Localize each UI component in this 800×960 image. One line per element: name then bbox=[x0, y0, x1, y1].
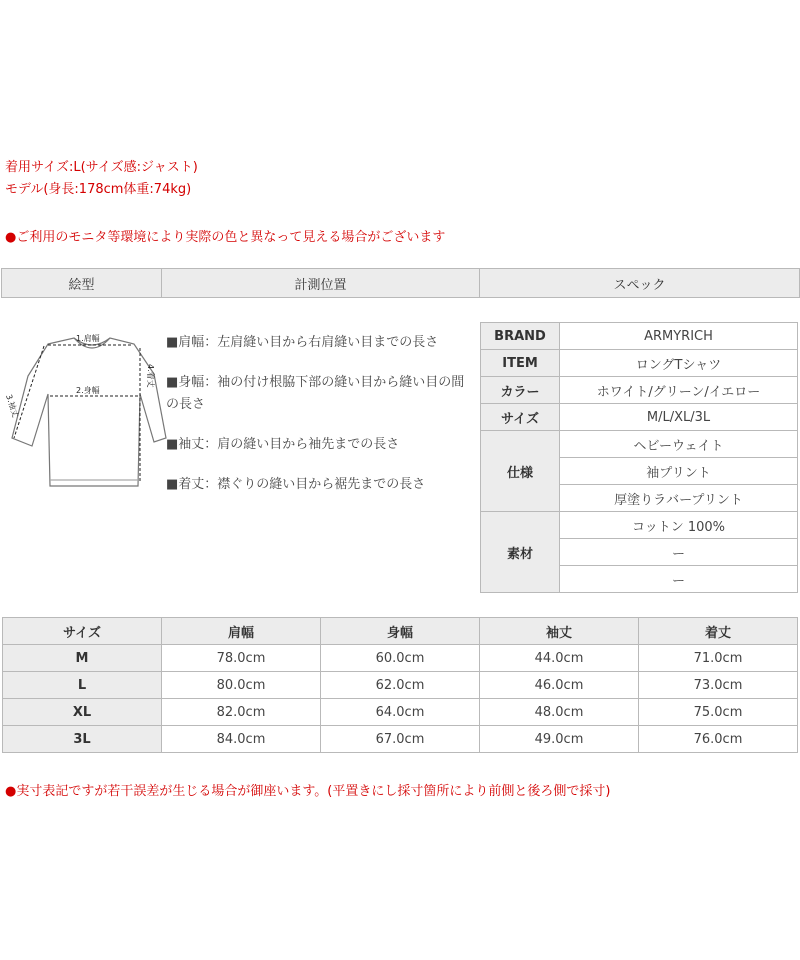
table-cell: 82.0cm bbox=[162, 699, 321, 726]
spec-color-value: ホワイト/グリーン/イエロー bbox=[560, 377, 798, 404]
measurement-sleeve: ■袖丈：肩の縫い目から袖先までの長さ bbox=[166, 437, 400, 452]
spec-shiyou-value: 袖プリント bbox=[560, 458, 798, 485]
section-header-table bbox=[1, 268, 800, 298]
spec-table bbox=[480, 322, 798, 593]
measurement-descriptions bbox=[166, 332, 476, 514]
size-cell: 3L bbox=[3, 726, 162, 753]
table-cell: 49.0cm bbox=[480, 726, 639, 753]
model-body-text: モデル(身長:178cm体重:74kg) bbox=[5, 182, 192, 197]
sketch-label-shoulder: 1.肩幅 bbox=[76, 334, 100, 343]
spec-shiyou-label: 仕様 bbox=[481, 431, 560, 512]
measurement-length: ■着丈：襟ぐりの縫い目から裾先までの長さ bbox=[166, 477, 426, 492]
table-cell: 44.0cm bbox=[480, 645, 639, 672]
table-row bbox=[3, 699, 798, 726]
measurement-body: ■身幅：袖の付け根脇下部の縫い目から縫い目の間の長さ bbox=[166, 375, 465, 412]
spec-material-value: ー bbox=[560, 539, 798, 566]
tshirt-outline-icon bbox=[12, 338, 166, 486]
spec-material-value: コットン 100% bbox=[560, 512, 798, 539]
spec-brand-label: BRAND bbox=[481, 323, 560, 350]
table-cell: 46.0cm bbox=[480, 672, 639, 699]
measurement-shoulder: ■肩幅：左肩縫い目から右肩縫い目までの長さ bbox=[166, 335, 439, 350]
size-cell: XL bbox=[3, 699, 162, 726]
spec-item-label: ITEM bbox=[481, 350, 560, 377]
table-cell: 78.0cm bbox=[162, 645, 321, 672]
size-header-size: サイズ bbox=[3, 618, 162, 645]
spec-material-value: ー bbox=[560, 566, 798, 593]
table-cell: 76.0cm bbox=[639, 726, 798, 753]
spec-item-value: ロングTシャツ bbox=[560, 350, 798, 377]
spec-material-label: 素材 bbox=[481, 512, 560, 593]
size-header-length: 着丈 bbox=[639, 618, 798, 645]
size-cell: M bbox=[3, 645, 162, 672]
table-cell: 62.0cm bbox=[321, 672, 480, 699]
spec-shiyou-value: 厚塗りラバープリント bbox=[560, 485, 798, 512]
spec-size-label: サイズ bbox=[481, 404, 560, 431]
header-illustration: 絵型 bbox=[2, 269, 162, 298]
table-cell: 67.0cm bbox=[321, 726, 480, 753]
table-cell: 48.0cm bbox=[480, 699, 639, 726]
header-spec: スペック bbox=[480, 269, 800, 298]
table-row bbox=[3, 726, 798, 753]
table-cell: 75.0cm bbox=[639, 699, 798, 726]
spec-size-value: M/L/XL/3L bbox=[560, 404, 798, 431]
monitor-color-note: ●ご利用のモニタ等環境により実際の色と異なって見える場合がございます bbox=[5, 230, 446, 245]
table-row bbox=[3, 672, 798, 699]
spec-color-label: カラー bbox=[481, 377, 560, 404]
model-size-text: 着用サイズ:L(サイズ感:ジャスト) bbox=[5, 160, 198, 175]
sketch-label-length: 4.着丈 bbox=[146, 364, 155, 388]
spec-shiyou-value: ヘビーウェイト bbox=[560, 431, 798, 458]
sketch-label-body: 2.身幅 bbox=[76, 386, 100, 395]
garment-sketch bbox=[4, 328, 170, 498]
table-row bbox=[3, 645, 798, 672]
measurement-error-note: ●実寸表記ですが若干誤差が生じる場合が御座います。(平置きにし採寸箇所により前側と後ろ側で採寸) bbox=[5, 784, 611, 799]
size-header-shoulder: 肩幅 bbox=[162, 618, 321, 645]
table-cell: 80.0cm bbox=[162, 672, 321, 699]
header-measurement-position: 計測位置 bbox=[162, 269, 480, 298]
table-cell: 71.0cm bbox=[639, 645, 798, 672]
size-header-body: 身幅 bbox=[321, 618, 480, 645]
table-cell: 60.0cm bbox=[321, 645, 480, 672]
size-header-sleeve: 袖丈 bbox=[480, 618, 639, 645]
table-cell: 84.0cm bbox=[162, 726, 321, 753]
table-cell: 64.0cm bbox=[321, 699, 480, 726]
sketch-label-sleeve: 3.袖丈 bbox=[4, 393, 20, 419]
table-cell: 73.0cm bbox=[639, 672, 798, 699]
size-cell: L bbox=[3, 672, 162, 699]
spec-brand-value: ARMYRICH bbox=[560, 323, 798, 350]
size-chart-table bbox=[2, 617, 798, 753]
